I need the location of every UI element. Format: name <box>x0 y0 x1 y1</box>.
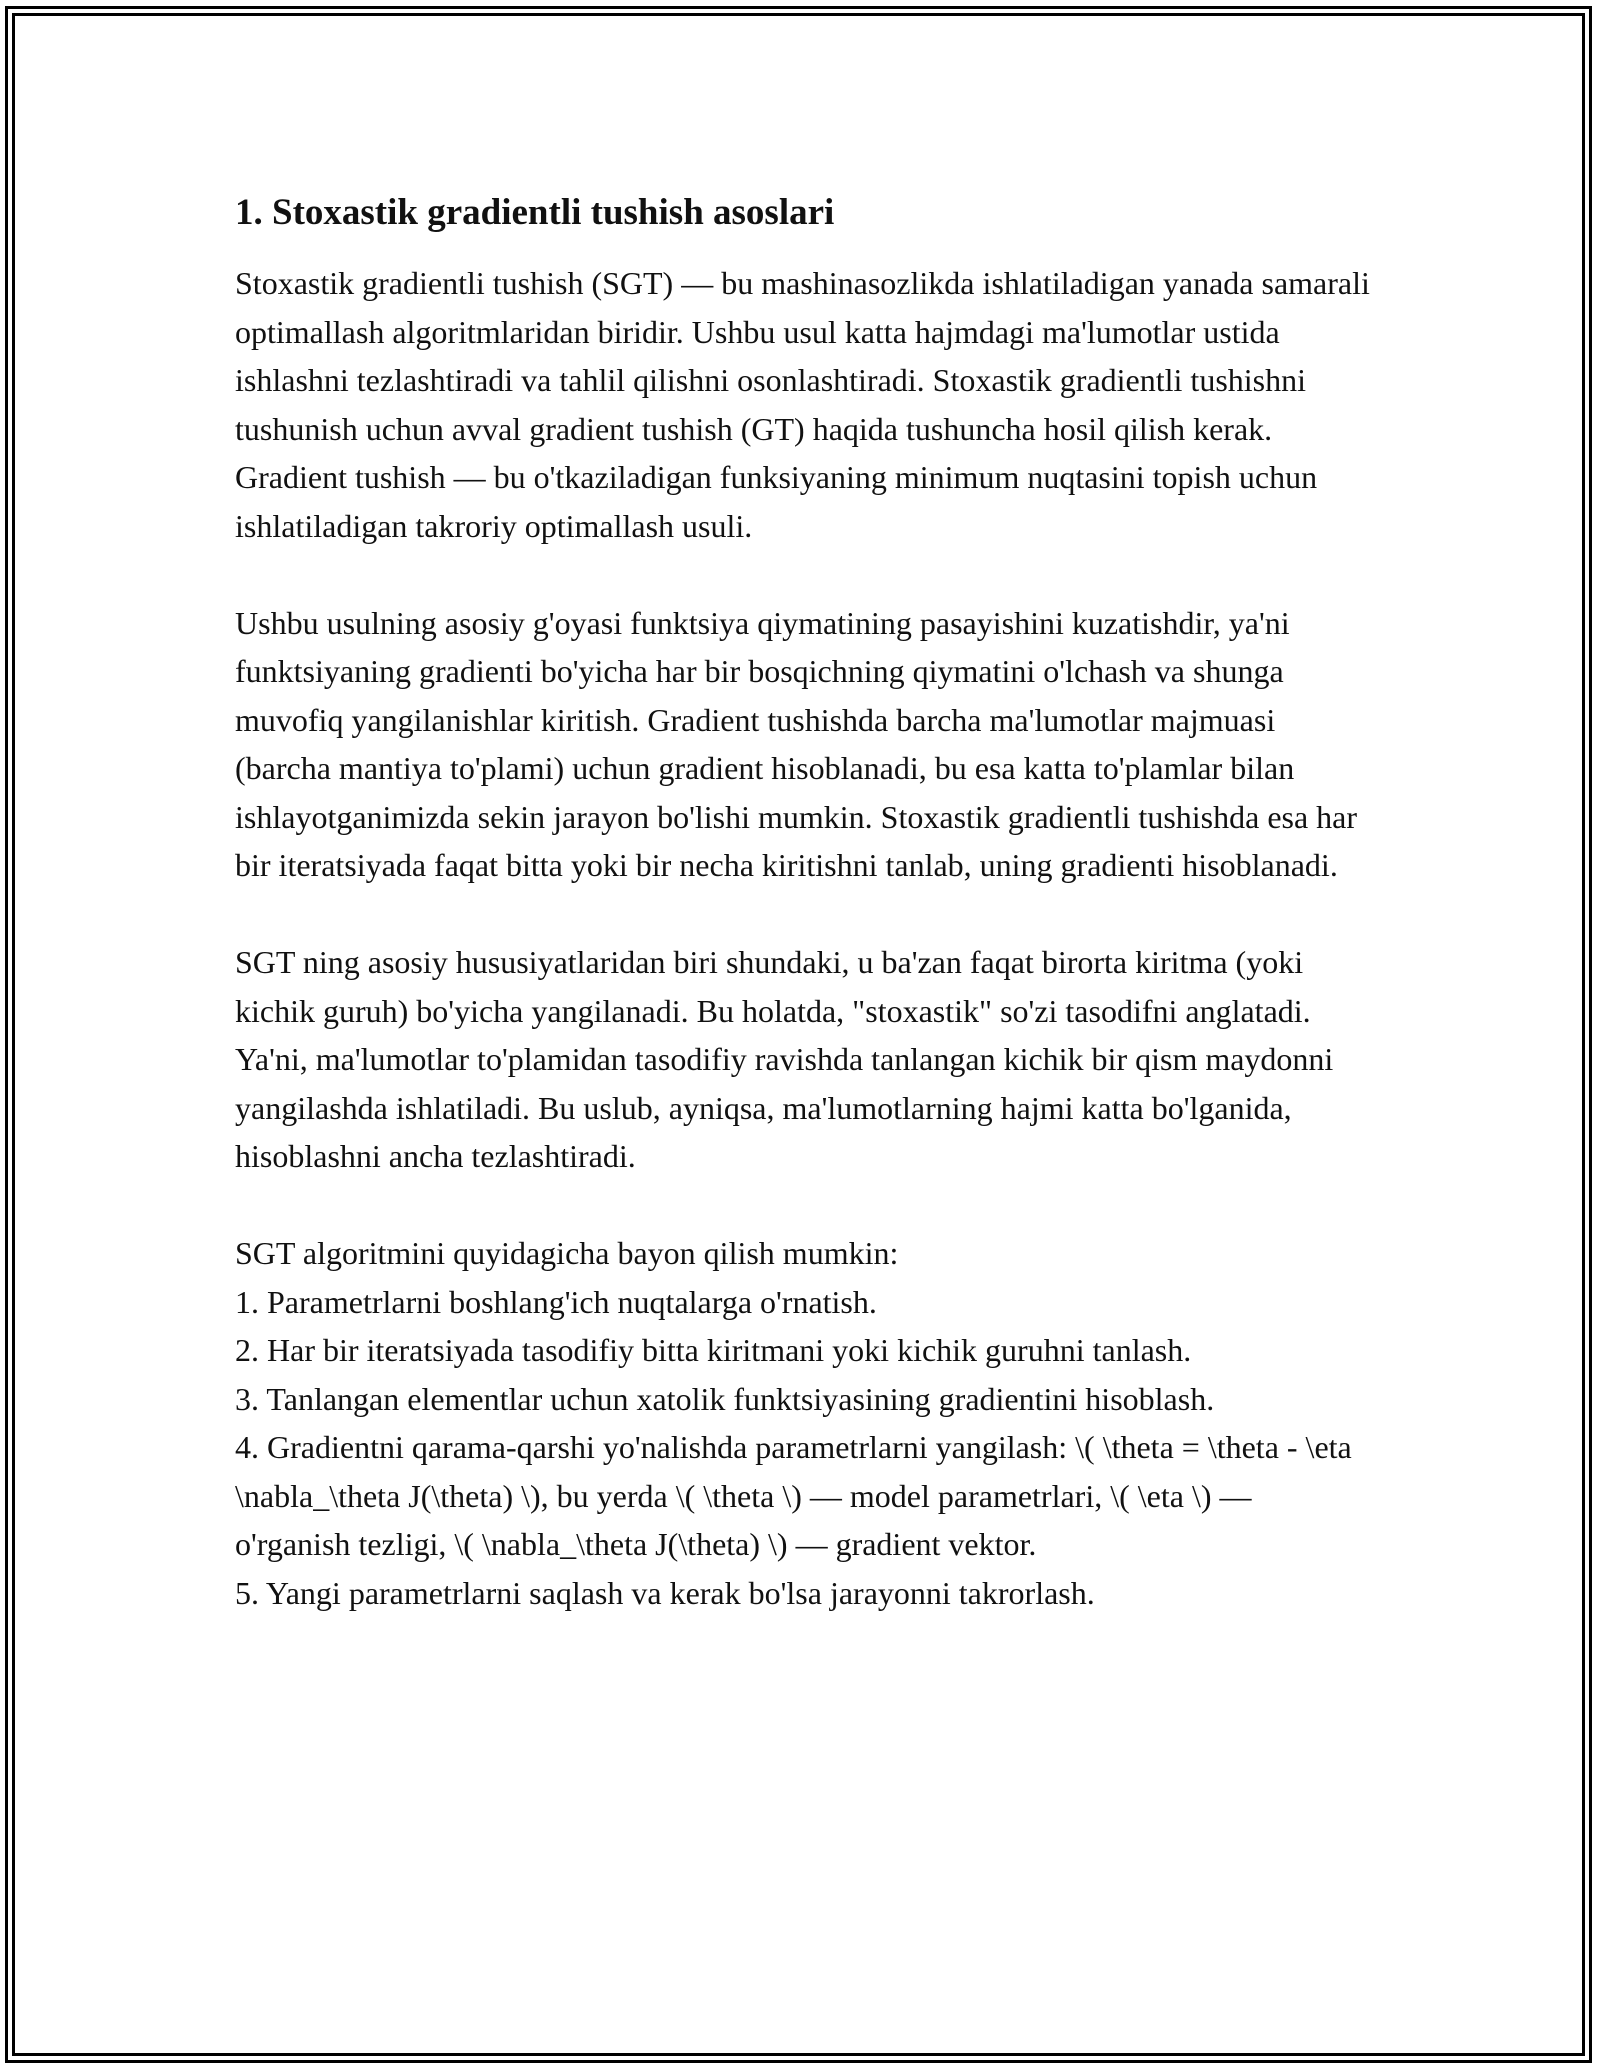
algorithm-steps-section <box>235 1229 1370 1617</box>
paragraph-sgt-features: SGT ning asosiy hususiyatlaridan biri shundaki, u ba'zan faqat birorta kiritma (yoki kichik guruh) bo'yicha yangilanadi. Bu holatda, "stoxastik" so'zi tasodifni anglatadi. Ya'ni, ma'lumotlar to'plamidan tasodifiy ravishda tanlangan kichik bir qism maydonni yangilashda ishlatiladi. Bu uslub, ayniqsa, ma'lumotlarning hajmi katta bo'lganida, hisoblashni ancha tezlashtiradi. <box>235 944 1334 1174</box>
algorithm-steps-list <box>235 1278 1370 1618</box>
algorithm-step: 3. Tanlangan elementlar uchun xatolik funktsiyasining gradientini hisoblash. <box>235 1380 1215 1417</box>
algorithm-step: 4. Gradientni qarama-qarshi yo'nalishda parametrlarni yangilash: \( \theta = \theta - \eta \nabla_\theta J(\theta) \), bu yerda \( \theta \) — model parametrlari, \( \eta \) — o'rganish tezligi, \( \nabla_\theta J(\theta) \) — gradient vektor. <box>235 1429 1352 1562</box>
steps-intro: SGT algoritmini quyidagicha bayon qilish mumkin: <box>235 1235 899 1271</box>
document-body <box>235 185 1370 1617</box>
algorithm-step: 5. Yangi parametrlarni saqlash va kerak bo'lsa jarayonni takrorlash. <box>235 1574 1095 1611</box>
section-heading: 1. Stoxastik gradientli tushish asoslari <box>235 192 835 233</box>
paragraph-main-idea: Ushbu usulning asosiy g'oyasi funktsiya qiymatining pasayishini kuzatishdir, ya'ni funktsiyaning gradienti bo'yicha har bir bosqichning qiymatini o'lchash va shunga muvofiq yangilanishlar kiritish. Gradient tushishda barcha ma'lumotlar majmuasi (barcha mantiya to'plami) uchun gradient hisoblanadi, bu esa katta to'plamlar bilan ishlayotganimizda sekin jarayon bo'lishi mumkin. Stoxastik gradientli tushishda esa har bir iteratsiyada faqat bitta yoki bir necha kiritishni tanlab, uning gradienti hisoblanadi. <box>235 604 1358 883</box>
algorithm-step: 2. Har bir iteratsiyada tasodifiy bitta kiritmani yoki kichik guruhni tanlash. <box>235 1332 1192 1368</box>
paragraph-intro: Stoxastik gradientli tushish (SGT) — bu mashinasozlikda ishlatiladigan yanada samarali optimallash algoritmlaridan biridir. Ushbu usul katta hajmdagi ma'lumotlar ustida ishlashni tezlashtiradi va tahlil qilishni osonlashtiradi. Stoxastik gradientli tushishni tushunish uchun avval gradient tushish (GT) haqida tushuncha hosil qilish kerak. Gradient tushish — bu o'tkaziladigan funksiyaning minimum nuqtasini topish uchun ishlatiladigan takroriy optimallash usuli. <box>235 265 1370 544</box>
algorithm-step: 1. Parametrlarni boshlang'ich nuqtalarga o'rnatish. <box>235 1283 877 1320</box>
